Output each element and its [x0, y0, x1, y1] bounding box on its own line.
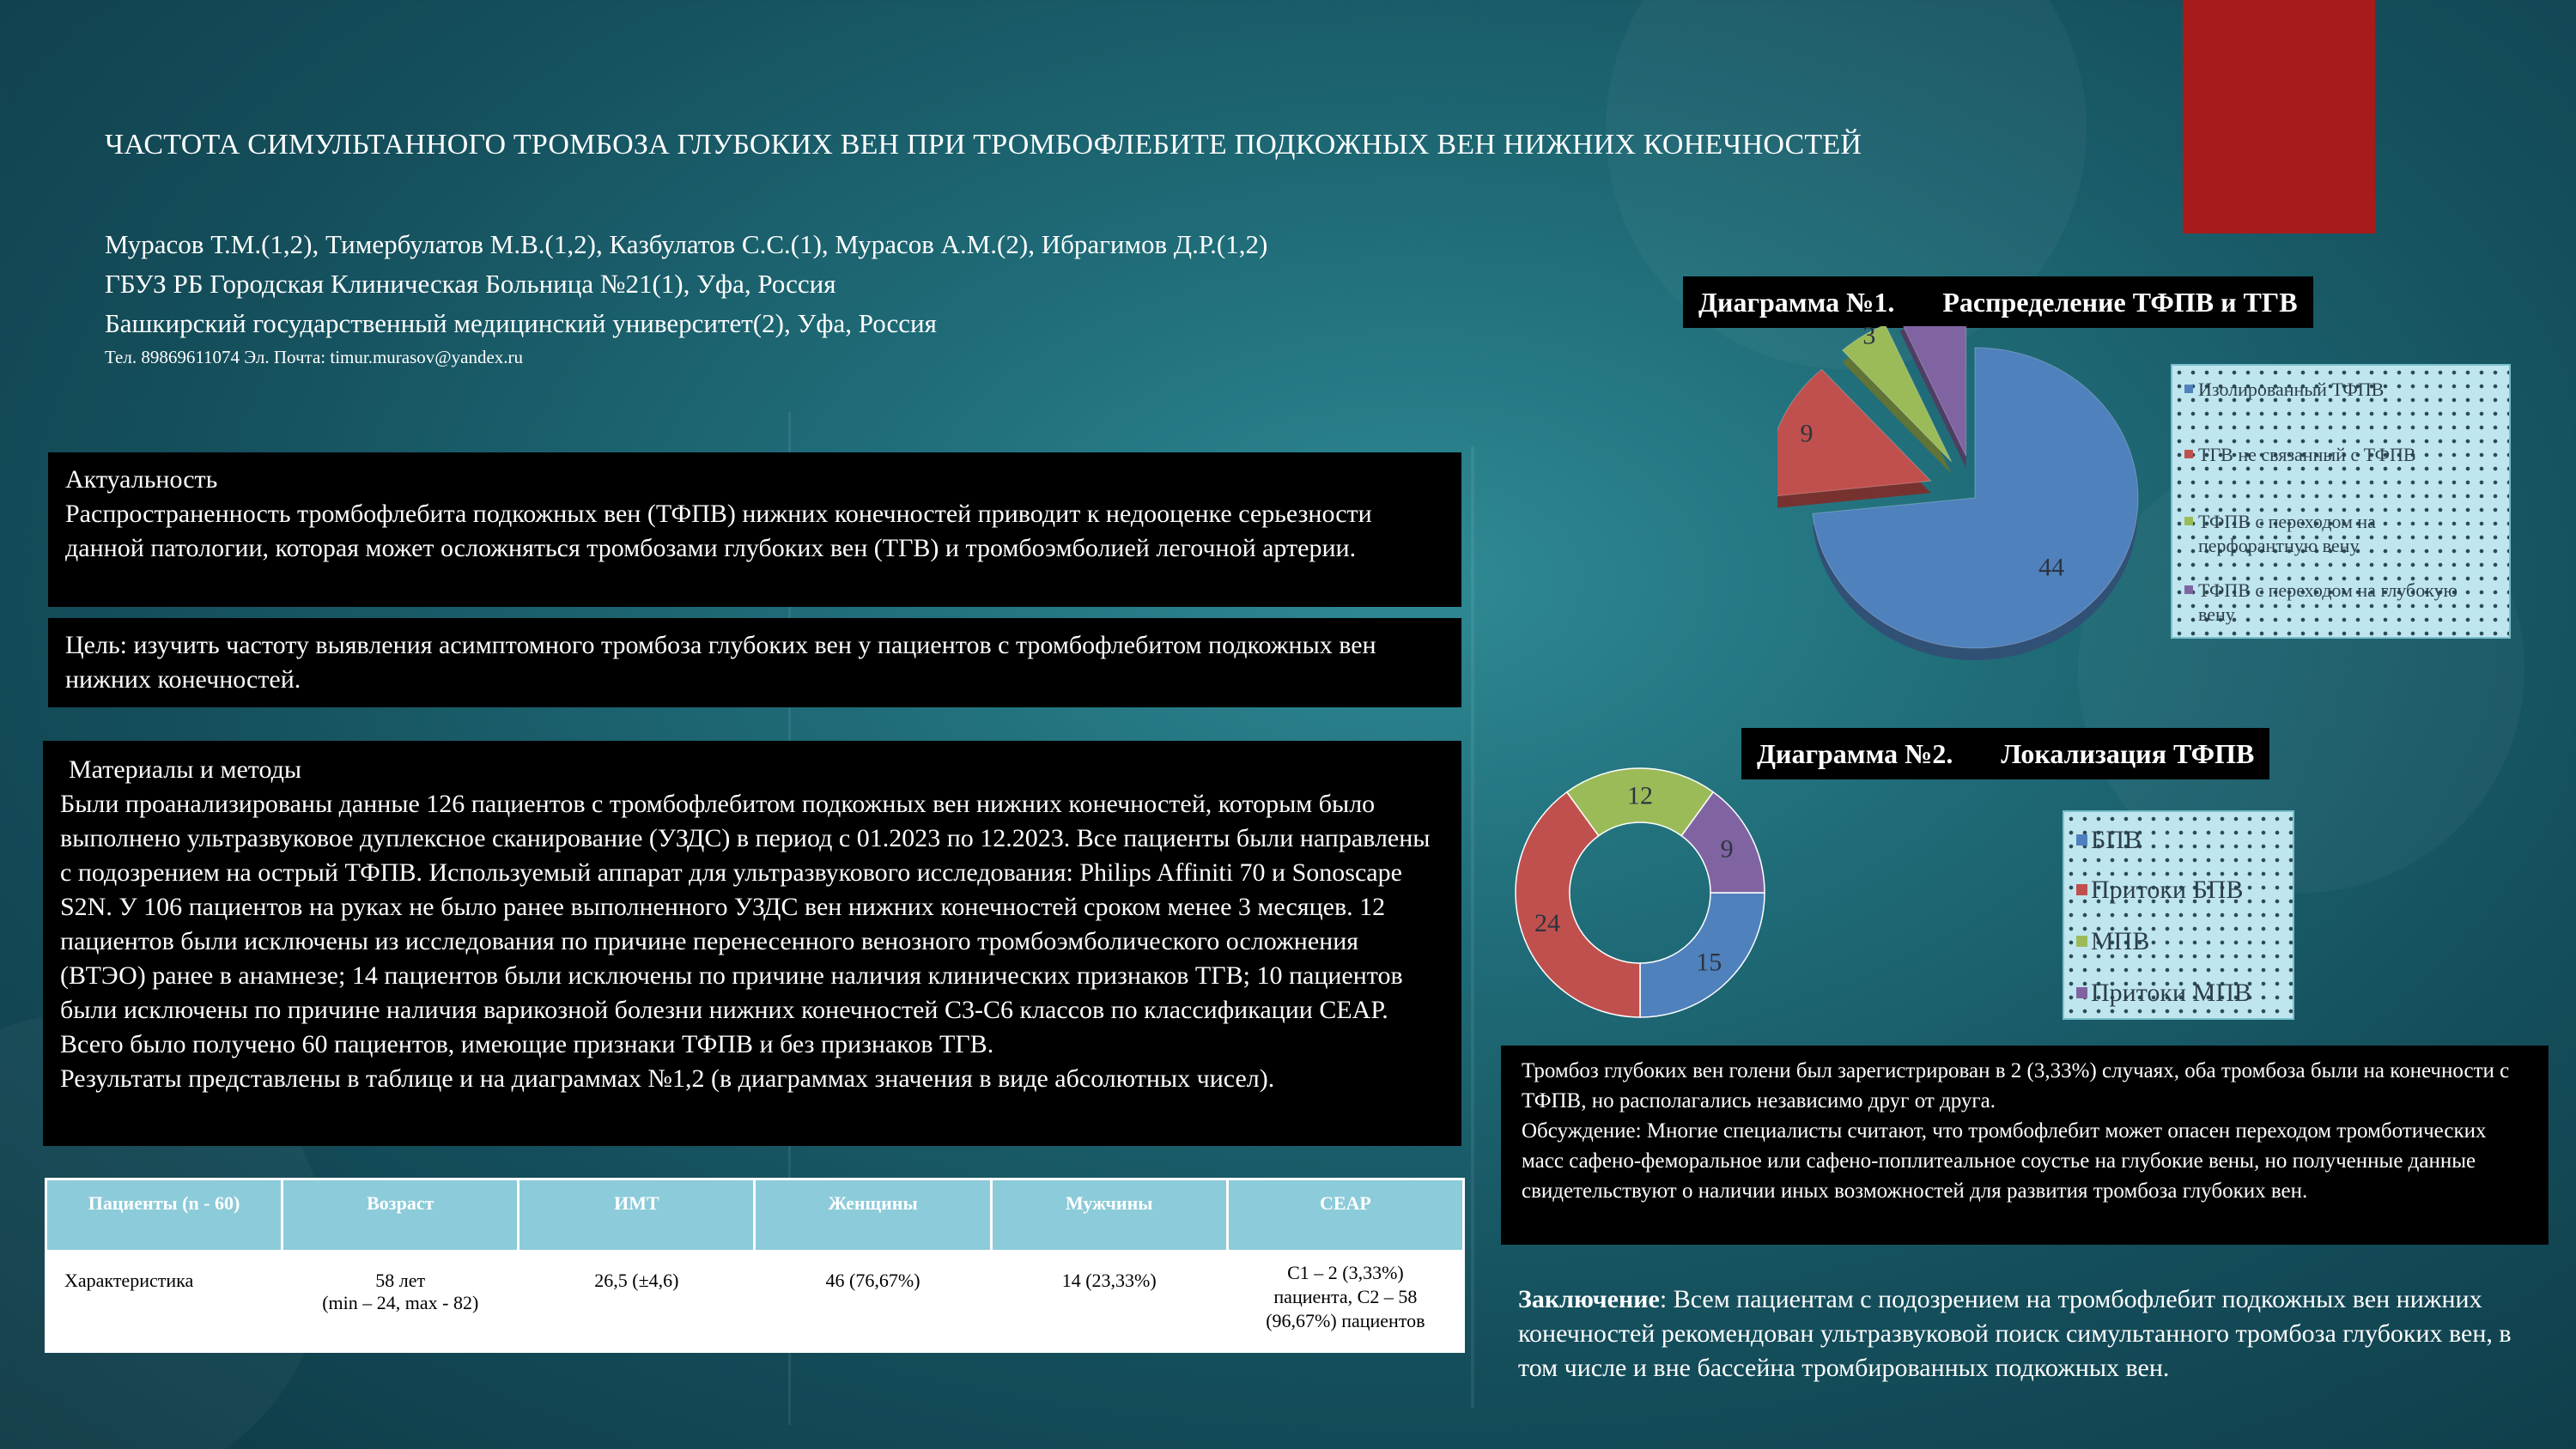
table-header: Мужчины: [991, 1179, 1227, 1252]
table-header: Пациенты (n - 60): [46, 1179, 283, 1252]
background-divider: [1471, 446, 1474, 1408]
legend-label: МПВ: [2091, 927, 2150, 955]
conclusion-label: Заключение: [1518, 1285, 1660, 1313]
legend-label-line: перфорантную вену: [2198, 535, 2360, 556]
legend-item: [2076, 979, 2251, 1008]
legend-item: [2076, 876, 2243, 905]
legend-swatch-purple: [2076, 987, 2087, 998]
legend-swatch-green: [2184, 517, 2193, 525]
table-cell-label: Характеристика: [46, 1252, 283, 1352]
ceap-line: пациента, С2 – 58: [1273, 1286, 1418, 1307]
table-header: Возраст: [283, 1179, 519, 1252]
pie2-data-label: 24: [1534, 909, 1561, 938]
table-header: Женщины: [755, 1179, 991, 1252]
legend-item: [2184, 443, 2416, 467]
table-header-row: [46, 1179, 1464, 1252]
table-cell-age: [283, 1252, 519, 1352]
table-header: CEAP: [1227, 1179, 1463, 1252]
contacts: Тел. 89869611074 Эл. Почта: timur.murasov@yandex.ru: [105, 347, 524, 367]
table-cell-ceap: [1227, 1252, 1463, 1352]
legend-swatch-purple: [2184, 585, 2193, 594]
pie1-data-label: 44: [2038, 553, 2065, 582]
red-accent-block: [2183, 0, 2375, 233]
table-row: [46, 1252, 1464, 1352]
legend-swatch-red: [2184, 450, 2193, 458]
affiliation-university: Башкирский государственный медицинский университет(2), Уфа, Россия: [105, 308, 937, 338]
methods-text: Были проанализированы данные 126 пациентов с тромбофлебитом подкожных вен нижних конечностей, которым было выполнено ультразвуковое дуплексное сканирование (УЗДС) в период с 01.2023 по 12.2023. Все пациенты были направлены с подозрением на острый ТФПВ. Используемый аппарат для ультразвукового исследования: Philips Affiniti 70 и Sonoscape S2N. У 106 пациентов на руках не было ранее выполненного УЗДС вен нижних конечностей сроком менее 3 месяцев. 12 пациентов были исключены из исследования по причине перенесенного венозного тромбоэмболического осложнения (ВТЭО) ранее в анамнезе; 14 пациентов были исключены по причине наличия клинических признаков ТГВ; 10 пациентов были исключены по причине наличия варикозной болезни нижних конечностей С3-С6 классов по классификации СЕАР. Всего было получено 60 пациентов, имеющие признаки ТФПВ и без признаков ТГВ.: [60, 790, 1431, 1058]
table-cell-bmi: 26,5 (±4,6): [519, 1252, 755, 1352]
authors-block: [105, 225, 1267, 343]
ceap-line: (96,67%) пациентов: [1266, 1310, 1425, 1331]
legend-item: [2184, 510, 2376, 558]
diagram2-donut-chart: [1503, 755, 1777, 1030]
legend-label: Изолированный ТФПВ: [2198, 379, 2385, 400]
legend-label: БПВ: [2091, 826, 2142, 854]
legend-swatch-green: [2076, 936, 2087, 947]
discussion-text: Обсуждение: Многие специалисты считают, что тромбофлебит может опасен переходом тромботических масс сафено-феморальное или сафено-поплитеальное соустье на глубокие вены, но полученные данные свидетельствуют о наличии иных возможностей для развития тромбоза глубоких вен.: [1522, 1119, 2487, 1203]
pie1-data-label: 3: [1862, 326, 1876, 350]
legend-item: [2184, 579, 2458, 627]
poster-title: ЧАСТОТА СИМУЛЬТАННОГО ТРОМБОЗА ГЛУБОКИХ ВЕН ПРИ ТРОМБОФЛЕБИТЕ ПОДКОЖНЫХ ВЕН НИЖНИХ КОНЕЧНОСТЕЙ: [105, 129, 1862, 161]
age-range: (min – 24, max - 82): [322, 1292, 479, 1313]
methods-box: [43, 741, 1461, 1146]
table-cell-men: 14 (23,33%): [991, 1252, 1227, 1352]
methods-results-note: Результаты представлены в таблице и на диаграммах №1,2 (в диаграммах значения в виде абсолютных чисел).: [60, 1064, 1275, 1093]
diagram2-legend: [2063, 810, 2294, 1020]
results-text: Тромбоз глубоких вен голени был зарегистрирован в 2 (3,33%) случаях, оба тромбоза были на конечности с ТФПВ, но располагались независимо друг от друга.: [1522, 1059, 2510, 1113]
affiliation-hospital: ГБУЗ РБ Городская Клиническая Больница №21(1), Уфа, Россия: [105, 269, 836, 299]
legend-item: [2076, 927, 2149, 956]
legend-swatch-blue: [2184, 385, 2193, 393]
pie2-data-label: 15: [1696, 948, 1722, 977]
goal-box: [48, 618, 1461, 707]
legend-label: [2198, 510, 2376, 558]
legend-swatch-blue: [2076, 834, 2087, 846]
diagram1-legend: [2171, 364, 2511, 639]
pie1-data-label: 9: [1800, 419, 1814, 448]
relevance-box: [48, 452, 1461, 607]
legend-label-line: ТФПВ с переходом на глубокую: [2198, 579, 2458, 601]
relevance-text: Распространенность тромбофлебита подкожных вен (ТФПВ) нижних конечностей приводит к недооценке серьезности данной патологии, которая может осложняться тромбозами глубоких вен (ТГВ) и тромбоэмболией легочной артерии.: [65, 500, 1372, 562]
diagram2-title: Диаграмма №2. Локализация ТФПВ: [1741, 728, 2269, 779]
conclusion: [1518, 1282, 2531, 1385]
patients-table: [45, 1178, 1465, 1353]
ceap-line: С1 – 2 (3,33%): [1287, 1262, 1404, 1283]
legend-label-line: вену: [2198, 603, 2235, 625]
legend-item: [2184, 378, 2384, 402]
results-box: [1501, 1046, 2549, 1245]
table-cell-women: 46 (76,67%): [755, 1252, 991, 1352]
authors-names: Мурасов Т.М.(1,2), Тимербулатов М.В.(1,2), Казбулатов С.С.(1), Мурасов А.М.(2), Ибрагимов Д.Р.(1,2): [105, 229, 1268, 259]
legend-label-line: ТФПВ с переходом на: [2198, 511, 2376, 532]
legend-label: ТГВ не связанный с ТФПВ: [2198, 444, 2416, 465]
age-value: 58 лет: [375, 1270, 426, 1291]
pie2-data-label: 9: [1720, 834, 1734, 864]
goal-text: Цель: изучить частоту выявления асимптомного тромбоза глубоких вен у пациентов с тромбофлебитом подкожных вен нижних конечностей.: [65, 631, 1376, 694]
methods-heading: Материалы и методы: [69, 755, 302, 784]
pie2-data-label: 12: [1627, 781, 1653, 810]
pie2-slice: [1516, 792, 1640, 1017]
diagram1-title: Диаграмма №1. Распределение ТФПВ и ТГВ: [1683, 276, 2313, 328]
relevance-heading: Актуальность: [65, 465, 218, 494]
table-header: ИМТ: [519, 1179, 755, 1252]
legend-label: [2198, 579, 2458, 627]
legend-label: Притоки МПВ: [2091, 979, 2251, 1007]
conclusion-text: : Всем пациентам с подозрением на тромбофлебит подкожных вен нижних конечностей рекомендован ультразвуковой поиск симультанного тромбоза глубоких вен, в том числе и вне бассейна тромбированных подкожных вен.: [1518, 1285, 2512, 1382]
legend-item: [2076, 826, 2142, 855]
legend-label: Притоки БПВ: [2091, 876, 2244, 904]
diagram1-pie-chart: [1777, 326, 2181, 687]
legend-swatch-red: [2076, 884, 2087, 895]
